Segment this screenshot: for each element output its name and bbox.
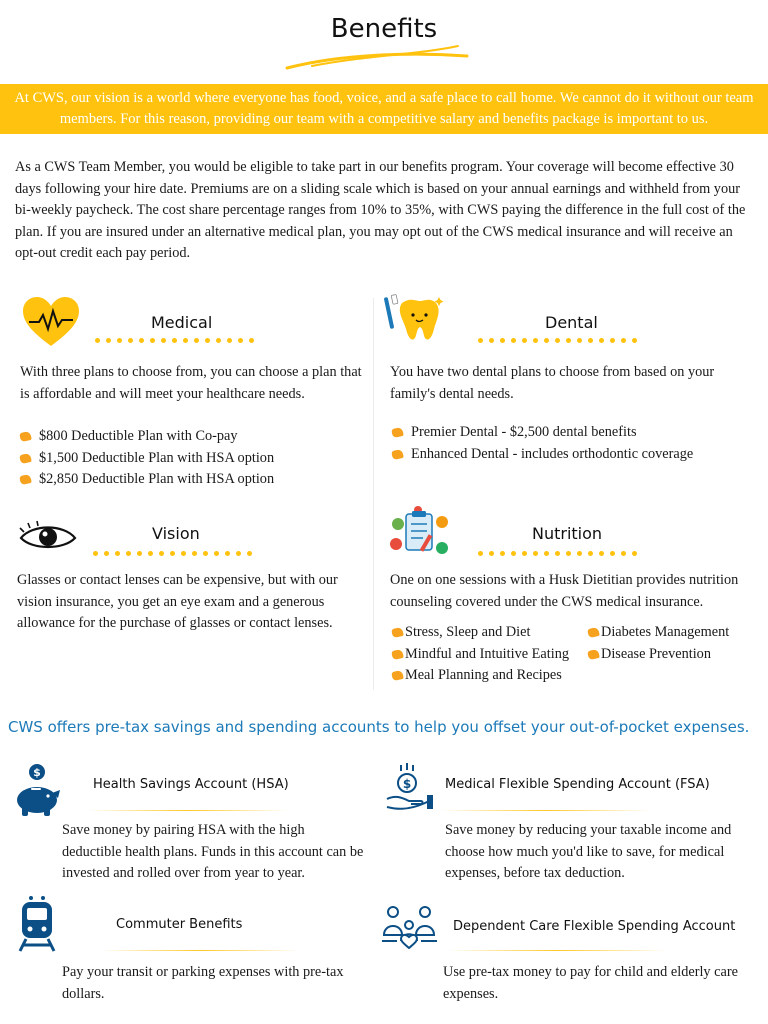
accounts-heading: CWS offers pre-tax savings and spending accounts to help you offset your out-of-pocket expenses. xyxy=(8,718,750,736)
page-title: Benefits xyxy=(330,14,438,44)
title-underline-swoosh xyxy=(282,42,472,72)
bullet-icon xyxy=(19,453,32,464)
eye-icon xyxy=(18,520,78,554)
vision-dots-divider xyxy=(93,551,252,556)
dental-title: Dental xyxy=(545,313,598,332)
bullet-icon xyxy=(587,649,600,660)
list-item: Premier Dental - $2,500 dental benefits xyxy=(392,422,693,444)
bullet-icon xyxy=(391,427,404,438)
nutrition-title: Nutrition xyxy=(532,524,603,543)
bullet-icon xyxy=(391,670,404,681)
bullet-icon xyxy=(587,627,600,638)
list-item: Meal Planning and Recipes xyxy=(392,665,569,687)
dependent-care-title: Dependent Care Flexible Spending Account xyxy=(453,919,736,934)
fsa-description: Save money by reducing your taxable income and choose how much you'd like to save, for medical expenses, before tax deduction. xyxy=(445,822,732,882)
commuter-divider xyxy=(100,950,300,951)
list-item: $1,500 Deductible Plan with HSA option xyxy=(20,448,274,470)
list-item: Enhanced Dental - includes orthodontic coverage xyxy=(392,444,693,466)
vision-banner: At CWS, our vision is a world where everyone has food, voice, and a safe place to call home. We cannot do it without our team members. For this reason, providing our team with a competitive salary and benefits package is important to us. xyxy=(0,84,768,134)
tooth-icon xyxy=(382,293,444,343)
piggy-bank-icon xyxy=(12,763,62,817)
vision-title: Vision xyxy=(152,524,200,543)
column-divider xyxy=(373,298,374,690)
commuter-description: Pay your transit or parking expenses with pre-tax dollars. xyxy=(62,964,344,1002)
fsa-title: Medical Flexible Spending Account (FSA) xyxy=(445,777,710,792)
dependent-care-divider xyxy=(448,950,668,951)
svg-text:$: $ xyxy=(33,766,41,779)
bullet-icon xyxy=(19,431,32,442)
hsa-description: Save money by pairing HSA with the high deductible health plans. Funds in this account can be invested and rolled over from year to year. xyxy=(62,822,364,882)
dental-dots-divider xyxy=(478,338,637,343)
list-item: Stress, Sleep and Diet xyxy=(392,622,569,644)
medical-plan-list xyxy=(20,426,274,491)
intro-paragraph: As a CWS Team Member, you would be eligible to take part in our benefits program. Your coverage will become effective 30 days following your hire date. Premiums are on a sliding scale which is based on your annual earnings and withheld from your bi-weekly paycheck. The cost share percentage ranges from 10% to 35%, with CWS paying the difference in the full cost of the plan. If you are insured under an alternative medical plan, you may opt out of the CWS medical insurance and will receive an opt-out credit each pay period. xyxy=(15,159,746,262)
hsa-title: Health Savings Account (HSA) xyxy=(93,777,289,792)
hsa-divider xyxy=(88,810,288,811)
svg-text:$: $ xyxy=(402,777,412,791)
heart-pulse-icon xyxy=(22,296,80,348)
vision-description: Glasses or contact lenses can be expensive, but with our vision insurance, you get an eye exam and a generous allowance for the purchase of glasses or contact lenses. xyxy=(17,572,338,632)
bullet-icon xyxy=(391,449,404,460)
nutrition-description: One on one sessions with a Husk Dietitian provides nutrition counseling covered under the CWS medical insurance. xyxy=(390,572,739,610)
dental-description: You have two dental plans to choose from based on your family's dental needs. xyxy=(390,364,715,402)
train-icon xyxy=(18,895,56,953)
nutrition-clipboard-icon xyxy=(388,504,450,564)
list-item: Mindful and Intuitive Eating xyxy=(392,644,569,666)
nutrition-topics-left xyxy=(392,622,569,687)
list-item: Disease Prevention xyxy=(588,644,729,666)
list-item: Diabetes Management xyxy=(588,622,729,644)
hand-coin-icon xyxy=(385,763,435,813)
bullet-icon xyxy=(391,649,404,660)
medical-dots-divider xyxy=(95,338,254,343)
medical-description: With three plans to choose from, you can choose a plan that is affordable and will meet your healthcare needs. xyxy=(20,364,362,402)
nutrition-dots-divider xyxy=(478,551,637,556)
dependent-care-description: Use pre-tax money to pay for child and elderly care expenses. xyxy=(443,964,738,1002)
dental-plan-list xyxy=(392,422,693,465)
bullet-icon xyxy=(19,474,32,485)
fsa-divider xyxy=(440,810,650,811)
medical-title: Medical xyxy=(151,313,213,332)
bullet-icon xyxy=(391,627,404,638)
nutrition-topics-right xyxy=(588,622,729,665)
list-item: $2,850 Deductible Plan with HSA option xyxy=(20,469,274,491)
family-icon xyxy=(381,905,439,949)
commuter-title: Commuter Benefits xyxy=(116,917,243,932)
list-item: $800 Deductible Plan with Co-pay xyxy=(20,426,274,448)
